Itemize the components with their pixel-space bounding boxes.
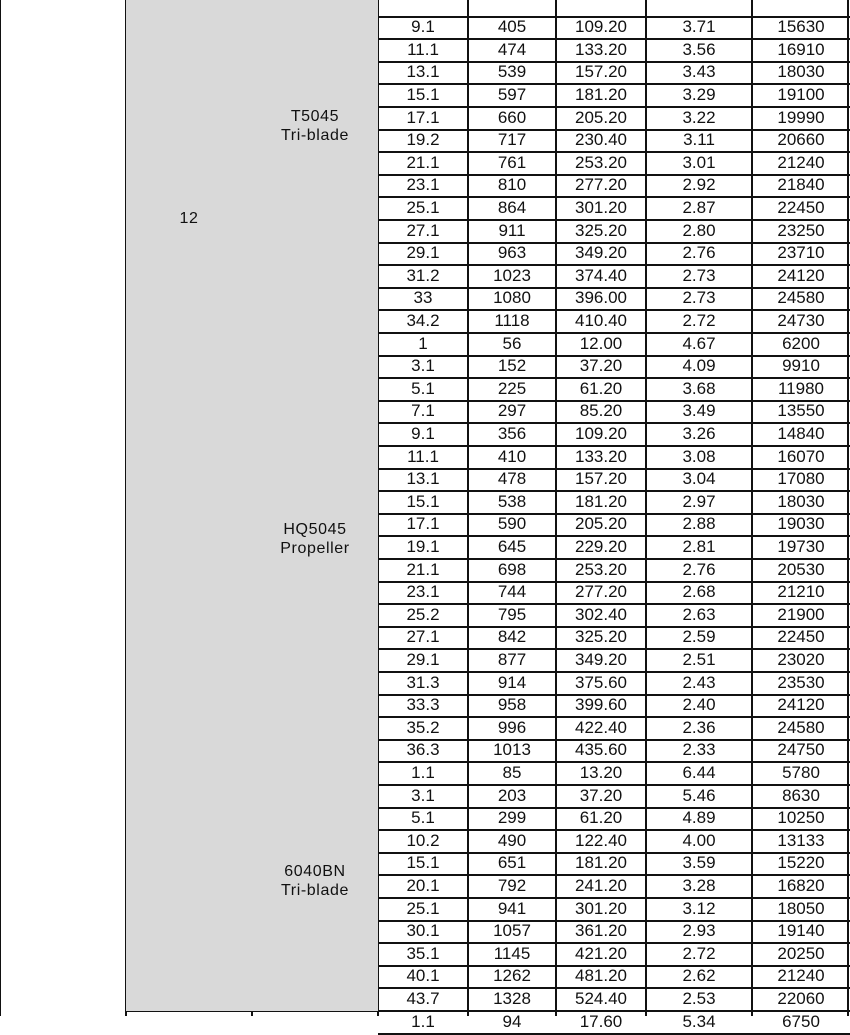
thrust-cell: 864	[497, 197, 527, 217]
speed-cell: 24120	[777, 265, 825, 285]
speed-cell: 20530	[777, 559, 825, 579]
efficiency-cell: 2.59	[682, 627, 716, 647]
efficiency-cell: 2.51	[682, 649, 716, 669]
current-cell: 21.1	[406, 152, 440, 172]
power-cell: 181.20	[575, 853, 627, 873]
thrust-cell: 911	[498, 220, 526, 240]
power-cell: 230.40	[575, 130, 627, 150]
speed-cell: 15220	[777, 853, 825, 873]
thrust-cell: 1057	[493, 921, 531, 941]
power-cell: 301.20	[575, 197, 627, 217]
efficiency-cell: 6.44	[682, 762, 716, 782]
row-divider	[378, 1033, 850, 1035]
power-cell: 396.00	[575, 288, 627, 308]
thrust-cell: 717	[497, 130, 527, 150]
propeller-model: 6040BN	[284, 863, 346, 880]
thrust-cell: 1080	[493, 288, 531, 308]
current-cell: 25.1	[406, 898, 440, 918]
speed-cell: 11980	[777, 378, 824, 398]
thrust-cell: 877	[497, 649, 527, 669]
thrust-cell: 651	[497, 853, 527, 873]
power-cell: 109.20	[575, 17, 627, 37]
speed-cell: 8630	[782, 785, 820, 805]
speed-cell: 22450	[777, 627, 825, 647]
power-cell: 375.60	[575, 672, 627, 692]
thrust-cell: 539	[497, 62, 527, 82]
thrust-cell: 356	[497, 423, 527, 443]
current-cell: 35.1	[406, 943, 440, 963]
efficiency-cell: 3.11	[683, 130, 715, 150]
power-cell: 17.60	[579, 1011, 623, 1031]
power-cell: 122.40	[575, 830, 627, 850]
voltage-cell: 12	[179, 210, 199, 227]
efficiency-cell: 2.87	[682, 197, 716, 217]
thrust-cell: 698	[497, 559, 527, 579]
speed-cell: 15630	[777, 17, 825, 37]
thrust-cell: 914	[497, 672, 527, 692]
thrust-cell: 996	[497, 717, 527, 737]
power-cell: 229.20	[575, 536, 627, 556]
current-cell: 10.2	[406, 830, 440, 850]
efficiency-cell: 2.92	[682, 175, 716, 195]
power-cell: 157.20	[575, 469, 627, 489]
speed-cell: 22060	[777, 988, 825, 1008]
current-cell: 25.1	[406, 197, 440, 217]
thrust-cell: 152	[497, 356, 527, 376]
speed-cell: 20250	[777, 943, 825, 963]
thrust-cell: 490	[497, 830, 527, 850]
current-cell: 9.1	[411, 17, 435, 37]
power-cell: 435.60	[575, 740, 627, 760]
efficiency-cell: 2.76	[682, 559, 716, 579]
power-cell: 524.40	[575, 988, 627, 1008]
efficiency-cell: 5.46	[682, 785, 716, 805]
thrust-cell: 405	[497, 17, 527, 37]
thrust-cell: 761	[497, 152, 527, 172]
speed-cell: 23250	[777, 220, 825, 240]
current-cell: 43.7	[406, 988, 440, 1008]
power-cell: 157.20	[575, 62, 627, 82]
power-cell: 410.40	[575, 310, 627, 330]
current-cell: 17.1	[406, 107, 440, 127]
speed-cell: 22450	[777, 197, 825, 217]
speed-cell: 19730	[777, 536, 825, 556]
power-cell: 61.20	[579, 808, 623, 828]
thrust-cell: 792	[497, 875, 527, 895]
thrust-cell: 297	[497, 401, 527, 421]
column-divider	[0, 0, 1, 1016]
thrust-cell: 1118	[494, 310, 530, 330]
current-cell: 5.1	[411, 378, 435, 398]
efficiency-cell: 2.68	[682, 582, 716, 602]
speed-cell: 19030	[777, 514, 825, 534]
current-cell: 13.1	[406, 62, 440, 82]
current-cell: 15.1	[406, 84, 440, 104]
power-cell: 181.20	[575, 491, 627, 511]
thrust-cell: 744	[497, 582, 527, 602]
power-cell: 37.20	[579, 356, 623, 376]
power-cell: 302.40	[575, 604, 627, 624]
current-cell: 33.3	[406, 695, 440, 715]
efficiency-cell: 3.26	[682, 423, 716, 443]
speed-cell: 16910	[777, 39, 825, 59]
efficiency-cell: 2.72	[682, 310, 716, 330]
speed-cell: 18050	[777, 898, 825, 918]
propeller-cell-hq5045	[252, 520, 378, 558]
thrust-cell: 810	[497, 175, 527, 195]
efficiency-cell: 2.36	[682, 717, 716, 737]
propeller-cell-t5045	[252, 107, 378, 145]
current-cell: 20.1	[406, 875, 440, 895]
current-cell: 19.1	[406, 536, 440, 556]
thrust-cell: 299	[497, 808, 527, 828]
thrust-cell: 795	[497, 604, 527, 624]
current-cell: 25.2	[406, 604, 440, 624]
speed-cell: 6200	[782, 333, 820, 353]
speed-cell: 21900	[777, 604, 825, 624]
efficiency-cell: 3.22	[682, 107, 716, 127]
current-cell: 21.1	[406, 559, 440, 579]
speed-cell: 17080	[777, 469, 825, 489]
power-cell: 277.20	[575, 175, 627, 195]
speed-cell: 21210	[777, 582, 825, 602]
propeller-cell-6040bn	[252, 862, 378, 900]
thrust-cell: 478	[497, 469, 527, 489]
speed-cell: 13550	[777, 401, 825, 421]
efficiency-cell: 3.56	[682, 39, 716, 59]
current-cell: 5.1	[411, 808, 435, 828]
current-cell: 15.1	[406, 853, 440, 873]
thrust-cell: 1145	[493, 943, 531, 963]
speed-cell: 21240	[777, 966, 825, 986]
current-cell: 17.1	[406, 514, 440, 534]
speed-cell: 6750	[782, 1011, 820, 1031]
current-cell: 34.2	[406, 310, 440, 330]
current-cell: 36.3	[406, 740, 440, 760]
speed-cell: 23710	[777, 243, 825, 263]
thrust-cell: 1328	[493, 988, 531, 1008]
power-cell: 399.60	[575, 695, 627, 715]
efficiency-cell: 2.76	[682, 243, 716, 263]
thrust-cell: 1262	[493, 966, 531, 986]
thrust-cell: 85	[502, 762, 522, 782]
power-cell: 253.20	[575, 152, 627, 172]
thrust-cell: 842	[497, 627, 527, 647]
thrust-cell: 1013	[493, 740, 531, 760]
efficiency-cell: 3.12	[682, 898, 716, 918]
speed-cell: 24580	[777, 288, 825, 308]
speed-cell: 19990	[777, 107, 825, 127]
power-cell: 109.20	[575, 423, 627, 443]
current-cell: 7.1	[411, 401, 435, 421]
current-cell: 3.1	[411, 356, 435, 376]
speed-cell: 24750	[777, 740, 825, 760]
speed-cell: 19140	[777, 921, 825, 941]
thrust-cell: 590	[497, 514, 527, 534]
speed-cell: 18030	[777, 62, 825, 82]
power-cell: 205.20	[575, 514, 627, 534]
thrust-cell: 538	[497, 491, 527, 511]
power-cell: 205.20	[575, 107, 627, 127]
efficiency-cell: 3.08	[682, 446, 716, 466]
propeller-model: T5045	[290, 108, 340, 125]
power-cell: 181.20	[575, 84, 627, 104]
propeller-model: HQ5045	[283, 521, 347, 538]
efficiency-cell: 4.67	[682, 333, 716, 353]
speed-cell: 9910	[782, 356, 820, 376]
efficiency-cell: 4.89	[682, 808, 716, 828]
speed-cell: 10250	[777, 808, 825, 828]
current-cell: 33	[413, 288, 433, 308]
thrust-cell: 474	[497, 39, 527, 59]
current-cell: 13.1	[406, 469, 440, 489]
current-cell: 1.1	[411, 762, 435, 782]
efficiency-cell: 3.59	[682, 853, 716, 873]
efficiency-cell: 4.09	[682, 356, 716, 376]
power-cell: 37.20	[579, 785, 623, 805]
power-cell: 422.40	[575, 717, 627, 737]
efficiency-cell: 2.40	[682, 695, 716, 715]
power-cell: 301.20	[575, 898, 627, 918]
power-cell: 481.20	[575, 966, 627, 986]
thrust-cell: 958	[497, 695, 527, 715]
efficiency-cell: 2.93	[682, 921, 716, 941]
power-cell: 349.20	[575, 649, 627, 669]
power-cell: 85.20	[579, 401, 623, 421]
speed-cell: 23020	[777, 649, 825, 669]
efficiency-cell: 3.71	[682, 17, 716, 37]
power-cell: 325.20	[575, 220, 627, 240]
shaded-column	[126, 0, 378, 1011]
efficiency-cell: 2.62	[682, 966, 716, 986]
efficiency-cell: 3.43	[682, 62, 716, 82]
current-cell: 9.1	[411, 423, 435, 443]
thrust-cell	[468, 0, 556, 16]
efficiency-cell: 2.80	[682, 220, 716, 240]
power-cell	[556, 0, 646, 16]
efficiency-cell: 5.34	[682, 1011, 716, 1031]
efficiency-cell: 2.33	[682, 740, 716, 760]
current-cell: 11.1	[407, 446, 439, 466]
propeller-type: Tri-blade	[281, 882, 349, 899]
power-cell: 241.20	[575, 875, 627, 895]
current-cell: 15.1	[406, 491, 440, 511]
efficiency-cell	[646, 0, 752, 16]
current-cell: 27.1	[406, 220, 440, 240]
thrust-cell: 56	[502, 333, 522, 353]
efficiency-cell: 3.28	[682, 875, 716, 895]
speed-cell: 23530	[777, 672, 825, 692]
speed-cell: 21840	[777, 175, 825, 195]
speed-cell: 18030	[777, 491, 825, 511]
current-cell: 29.1	[406, 649, 440, 669]
efficiency-cell: 2.81	[682, 536, 716, 556]
power-cell: 349.20	[575, 243, 627, 263]
efficiency-cell: 2.97	[682, 491, 716, 511]
current-cell: 23.1	[406, 175, 440, 195]
power-cell: 325.20	[575, 627, 627, 647]
speed-cell: 24120	[777, 695, 825, 715]
current-cell: 27.1	[406, 627, 440, 647]
speed-cell	[752, 0, 850, 16]
current-cell: 31.3	[406, 672, 440, 692]
thrust-cell: 597	[497, 84, 527, 104]
efficiency-cell: 2.73	[682, 265, 716, 285]
thrust-cell: 203	[497, 785, 527, 805]
current-cell: 1.1	[411, 1011, 435, 1031]
efficiency-cell: 2.53	[682, 988, 716, 1008]
speed-cell: 21240	[777, 152, 825, 172]
power-cell: 253.20	[575, 559, 627, 579]
power-cell: 421.20	[575, 943, 627, 963]
current-cell: 3.1	[411, 785, 435, 805]
speed-cell: 13133	[777, 830, 825, 850]
power-cell: 133.20	[575, 39, 627, 59]
efficiency-cell: 3.04	[682, 469, 716, 489]
power-cell: 374.40	[575, 265, 627, 285]
efficiency-cell: 2.43	[682, 672, 716, 692]
power-cell: 133.20	[575, 446, 627, 466]
thrust-cell: 410	[497, 446, 527, 466]
current-cell: 19.2	[406, 130, 440, 150]
efficiency-cell: 2.88	[682, 514, 716, 534]
current-cell: 31.2	[406, 265, 440, 285]
thrust-cell: 225	[497, 378, 527, 398]
power-cell: 13.20	[579, 762, 623, 782]
thrust-cell: 941	[497, 898, 527, 918]
power-cell: 12.00	[579, 333, 623, 353]
efficiency-cell: 3.29	[682, 84, 716, 104]
power-cell: 61.20	[579, 378, 623, 398]
thrust-cell: 963	[497, 243, 527, 263]
efficiency-cell: 3.68	[682, 378, 716, 398]
power-cell: 361.20	[575, 921, 627, 941]
speed-cell: 16820	[777, 875, 825, 895]
current-cell: 1	[418, 333, 428, 353]
power-cell: 277.20	[575, 582, 627, 602]
speed-cell: 14840	[777, 423, 825, 443]
current-cell	[378, 0, 468, 16]
thrust-cell: 1023	[493, 265, 531, 285]
efficiency-cell: 3.01	[682, 152, 716, 172]
efficiency-cell: 2.63	[682, 604, 716, 624]
speed-cell: 20660	[777, 130, 825, 150]
current-cell: 30.1	[406, 921, 440, 941]
efficiency-cell: 2.73	[682, 288, 716, 308]
thrust-cell: 660	[497, 107, 527, 127]
speed-cell: 24580	[777, 717, 825, 737]
speed-cell: 16070	[777, 446, 825, 466]
propeller-type: Tri-blade	[281, 127, 349, 144]
speed-cell: 24730	[777, 310, 825, 330]
speed-cell: 5780	[782, 762, 820, 782]
thrust-cell: 645	[497, 536, 527, 556]
propeller-type: Propeller	[280, 540, 350, 557]
current-cell: 23.1	[406, 582, 440, 602]
efficiency-cell: 2.72	[682, 943, 716, 963]
thrust-cell: 94	[502, 1011, 522, 1031]
efficiency-cell: 3.49	[682, 401, 716, 421]
current-cell: 11.1	[407, 39, 439, 59]
current-cell: 35.2	[406, 717, 440, 737]
current-cell: 40.1	[406, 966, 440, 986]
efficiency-cell: 4.00	[682, 830, 716, 850]
speed-cell: 19100	[777, 84, 825, 104]
current-cell: 29.1	[406, 243, 440, 263]
